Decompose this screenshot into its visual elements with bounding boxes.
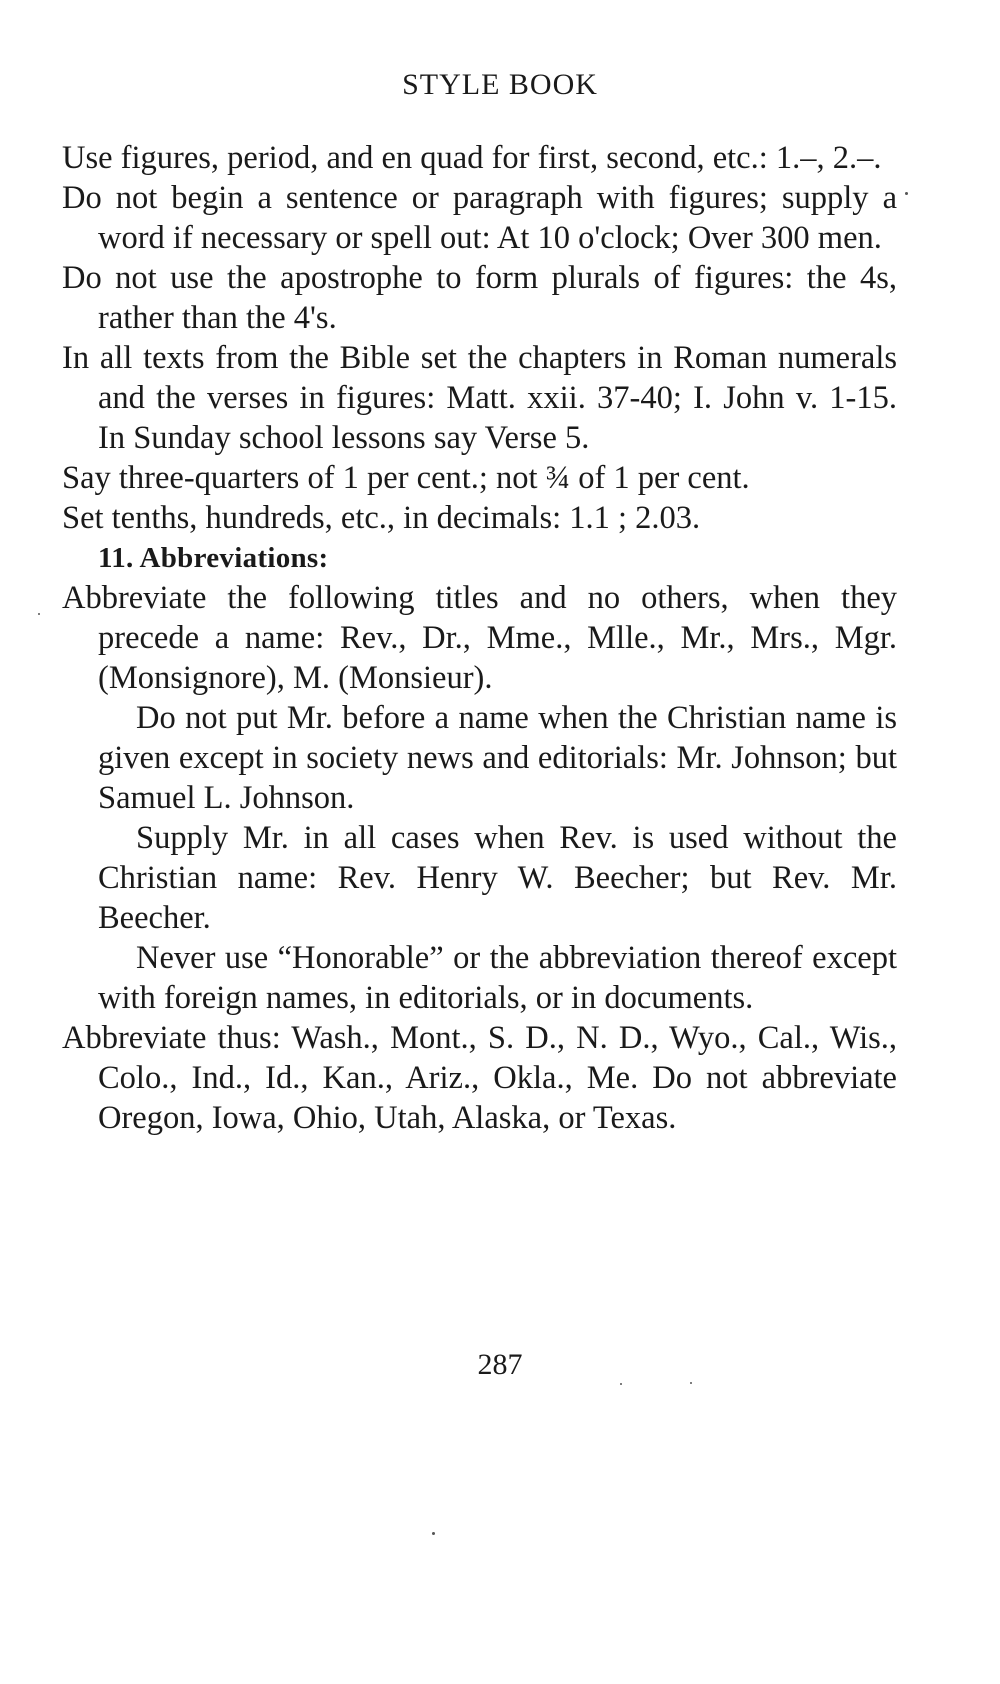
paper-speck bbox=[38, 613, 40, 615]
rule-bible-texts: In all texts from the Bible set the chapters in Roman numerals and the verses in figures: Matt. xxii. 37-40; I. John v. 1-15. In Sunday school lessons say Verse 5. bbox=[62, 340, 897, 456]
rule-title-abbreviations: Abbreviate the following titles and no others, when they precede a name: Rev., Dr., Mme., Mlle., Mr., Mrs., Mgr. (Monsignore), M. (Monsieur). bbox=[62, 580, 897, 696]
paper-speck bbox=[620, 1383, 622, 1385]
page-number: 287 bbox=[477, 1348, 523, 1381]
rule-ordinal-figures: Use figures, period, and en quad for first, second, etc.: 1.–, 2.–. bbox=[62, 140, 882, 176]
rule-sentence-start-figures: Do not begin a sentence or paragraph with figures; supply a word if necessary or spell out: At 10 o'clock; Over 300 men. bbox=[62, 180, 897, 256]
rule-decimals: Set tenths, hundreds, etc., in decimals: 1.1 ; 2.03. bbox=[62, 500, 701, 536]
body-text bbox=[62, 138, 897, 1138]
rule-honorable: Never use “Honorable” or the abbreviation thereof except with foreign names, in editorials, or in documents. bbox=[98, 940, 897, 1016]
paper-speck bbox=[432, 1532, 435, 1535]
paper-speck bbox=[690, 1382, 692, 1384]
rule-plural-figures: Do not use the apostrophe to form plurals of figures: the 4s, rather than the 4's. bbox=[62, 260, 897, 336]
rule-fractions: Say three-quarters of 1 per cent.; not ¾ of 1 per cent. bbox=[62, 460, 750, 496]
section-heading-abbreviations: 11. Abbreviations: bbox=[98, 542, 329, 574]
rule-mr-before-name: Do not put Mr. before a name when the Christian name is given except in society news and editorials: Mr. Johnson; but Samuel L. Johnson. bbox=[98, 700, 897, 816]
rule-state-abbreviations: Abbreviate thus: Wash., Mont., S. D., N. D., Wyo., Cal., Wis., Colo., Ind., Id., Kan., Ariz., Okla., Me. Do not abbreviate Oregon, Iowa, Ohio, Utah, Alaska, or Texas. bbox=[62, 1020, 897, 1136]
paper-speck bbox=[905, 192, 908, 195]
running-head: STYLE BOOK bbox=[402, 68, 598, 101]
rule-rev-usage: Supply Mr. in all cases when Rev. is used without the Christian name: Rev. Henry W. Beecher; but Rev. Mr. Beecher. bbox=[98, 820, 897, 936]
